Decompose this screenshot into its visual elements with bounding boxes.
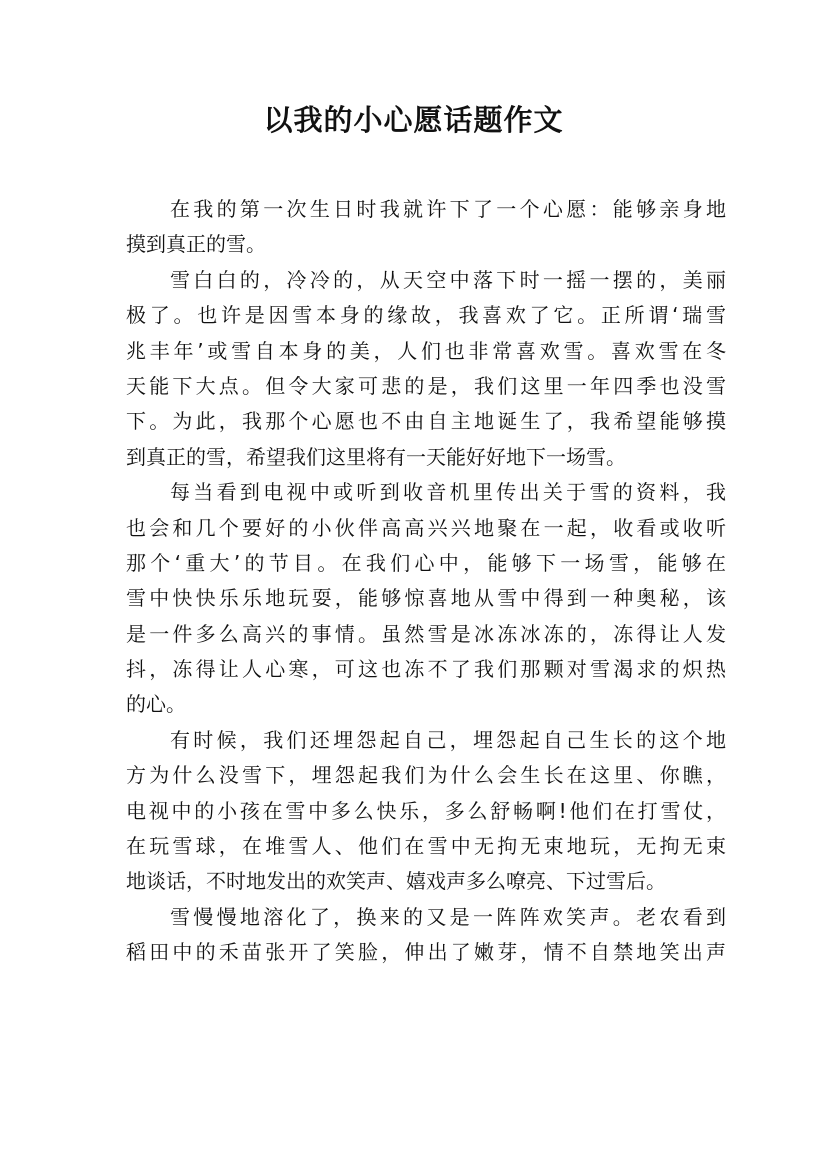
text-line: 那个‘重大’的节目。在我们心中，能够下一场雪，能够在 xyxy=(126,550,726,575)
paragraph-1 xyxy=(126,192,726,263)
text-line: 雪白白的，冷冷的，从天空中落下时一摇一摆的，美丽 xyxy=(170,267,726,292)
paragraph-2 xyxy=(126,263,726,475)
text-line: 在玩雪球，在堆雪人、他们在雪中无拘无束地玩，无拘无束 xyxy=(126,834,726,859)
text-line: 地谈话，不时地发出的欢笑声、嬉戏声多么嘹亮、下过雪后。 xyxy=(126,869,666,894)
text-line: 到真正的雪，希望我们这里将有一天能好好地下一场雪。 xyxy=(126,444,626,469)
text-line: 方为什么没雪下，埋怨起我们为什么会生长在这里、你瞧， xyxy=(126,763,726,788)
text-line: 也会和几个要好的小伙伴高高兴兴地聚在一起，收看或收听 xyxy=(126,515,726,540)
text-line: 电视中的小孩在雪中多么快乐，多么舒畅啊!他们在打雪仗， xyxy=(126,798,726,823)
text-line: 每当看到电视中或听到收音机里传出关于雪的资料，我 xyxy=(170,480,726,505)
paragraph-4 xyxy=(126,723,726,900)
paragraph-3 xyxy=(126,475,726,723)
text-line: 兆丰年’或雪自本身的美，人们也非常喜欢雪。喜欢雪在冬 xyxy=(126,338,726,363)
text-line: 在我的第一次生日时我就许下了一个心愿：能够亲身地 xyxy=(170,197,726,221)
document-title: 以我的小心愿话题作文 xyxy=(263,103,564,137)
text-line: 天能下大点。但令大家可悲的是，我们这里一年四季也没雪 xyxy=(126,373,726,398)
text-line: 极了。也许是因雪本身的缘故，我喜欢了它。正所谓‘瑞雪 xyxy=(126,303,726,328)
text-line: 抖，冻得让人心寒，可这也冻不了我们那颗对雪渴求的炽热 xyxy=(126,657,726,682)
text-line: 有时候，我们还埋怨起自己，埋怨起自己生长的这个地 xyxy=(170,727,726,752)
document-body xyxy=(126,192,726,971)
text-line: 的心。 xyxy=(126,692,186,717)
text-line: 稻田中的禾苗张开了笑脸，伸出了嫩芽，情不自禁地笑出声 xyxy=(126,940,726,965)
text-line: 是一件多么高兴的事情。虽然雪是冰冻冰冻的，冻得让人发 xyxy=(126,621,726,646)
text-line: 雪慢慢地溶化了，换来的又是一阵阵欢笑声。老农看到 xyxy=(170,904,726,929)
text-line: 下。为此，我那个心愿也不由自主地诞生了，我希望能够摸 xyxy=(126,409,726,434)
paragraph-5 xyxy=(126,900,726,971)
text-line: 摸到真正的雪。 xyxy=(126,232,266,257)
text-line: 雪中快快乐乐地玩耍，能够惊喜地从雪中得到一种奥秘，该 xyxy=(126,586,726,611)
